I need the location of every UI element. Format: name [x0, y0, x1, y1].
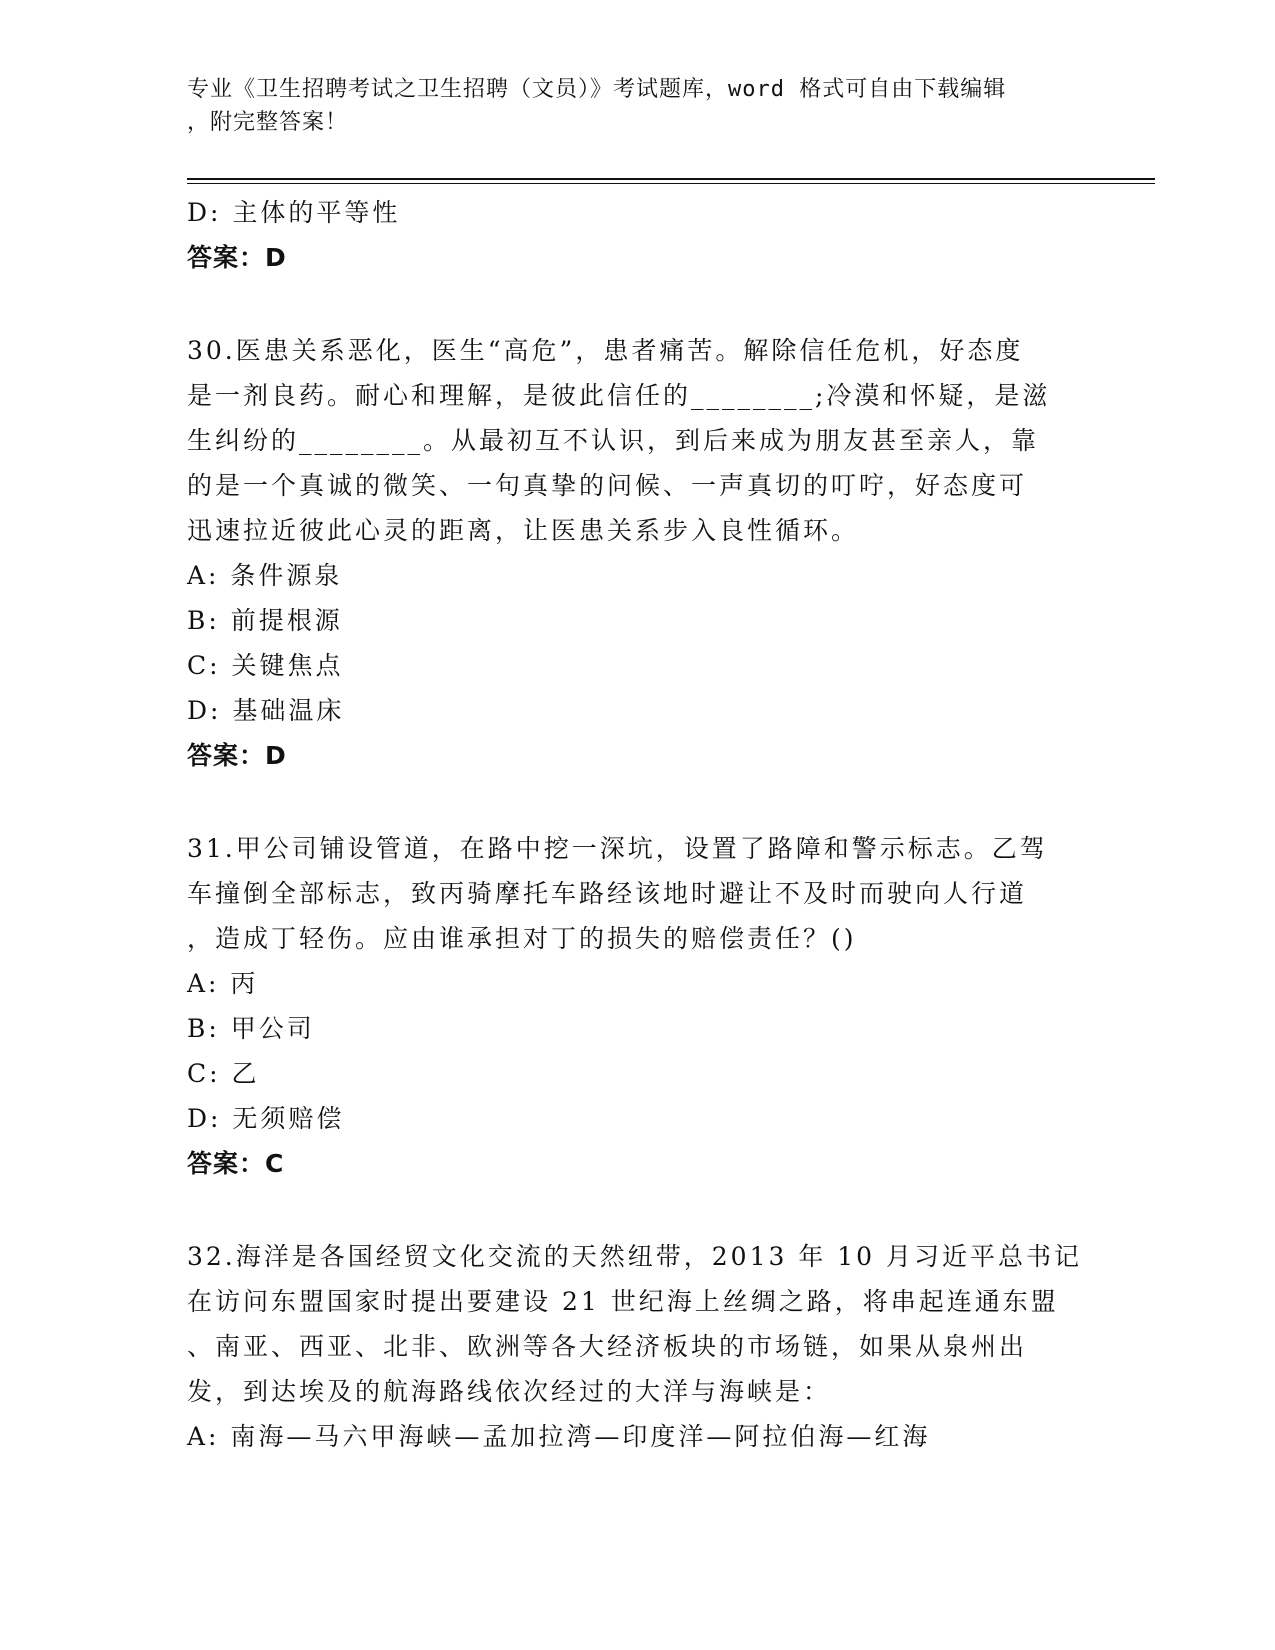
question-32-option-a: A: 南海—马六甲海峡—孟加拉湾—印度洋—阿拉伯海—红海	[187, 1422, 931, 1451]
question-30-line: 的是一个真诚的微笑、一句真挚的问候、一声真切的叮咛，好态度可	[187, 471, 1028, 500]
question-31-line: 车撞倒全部标志，致丙骑摩托车路经该地时避让不及时而驶向人行道	[187, 879, 1028, 908]
question-32-line: 在访问东盟国家时提出要建设 21 世纪海上丝绸之路，将串起连通东盟	[187, 1287, 1059, 1316]
question-32-line: 、南亚、西亚、北非、欧洲等各大经济板块的市场链，如果从泉州出	[187, 1332, 1028, 1361]
question-31	[187, 826, 1087, 1186]
question-31-option-d: D: 无须赔偿	[187, 1104, 345, 1133]
header-line-1: 专业《卫生招聘考试之卫生招聘（文员）》考试题库，word 格式可自由下载编辑	[187, 77, 1007, 102]
question-30-line: 是一剂良药。耐心和理解，是彼此信任的________;冷漠和怀疑，是滋	[187, 381, 1051, 410]
header-line-2: ，附完整答案！	[187, 110, 349, 135]
question-30-option-a: A: 条件源泉	[187, 561, 343, 590]
question-30-option-d: D: 基础温床	[187, 696, 345, 725]
question-31-option-c: C: 乙	[187, 1059, 260, 1088]
question-31-line: ，造成丁轻伤。应由谁承担对丁的损失的赔偿责任？()	[187, 924, 857, 953]
question-31-option-a: A: 丙	[187, 969, 259, 998]
question-30-answer: 答案：D	[187, 741, 287, 770]
question-30	[187, 328, 1087, 778]
question-32-line: 发，到达埃及的航海路线依次经过的大洋与海峡是：	[187, 1377, 832, 1406]
question-31-line: 31.甲公司铺设管道，在路中挖一深坑，设置了路障和警示标志。乙驾	[187, 834, 1048, 863]
question-30-option-c: C: 关键焦点	[187, 651, 344, 680]
question-30-line: 30.医患关系恶化，医生“高危”，患者痛苦。解除信任危机，好态度	[187, 336, 1024, 365]
document-body	[187, 190, 1087, 1459]
question-32	[187, 1234, 1087, 1459]
prev-option-d: D: 主体的平等性	[187, 198, 401, 227]
header-rule-thin	[187, 183, 1155, 184]
question-31-answer: 答案：C	[187, 1149, 285, 1178]
question-30-line: 迅速拉近彼此心灵的距离，让医患关系步入良性循环。	[187, 516, 860, 545]
spacer	[187, 778, 1087, 826]
spacer	[187, 280, 1087, 328]
prev-answer: 答案：D	[187, 243, 287, 272]
question-30-line: 生纠纷的________。从最初互不认识，到后来成为朋友甚至亲人，靠	[187, 426, 1040, 455]
question-30-option-b: B: 前提根源	[187, 606, 343, 635]
header-rule-thick	[187, 178, 1155, 180]
document-header	[187, 73, 1067, 139]
spacer	[187, 1186, 1087, 1234]
question-31-option-b: B: 甲公司	[187, 1014, 315, 1043]
question-32-line: 32.海洋是各国经贸文化交流的天然纽带，2013 年 10 月习近平总书记	[187, 1242, 1083, 1271]
